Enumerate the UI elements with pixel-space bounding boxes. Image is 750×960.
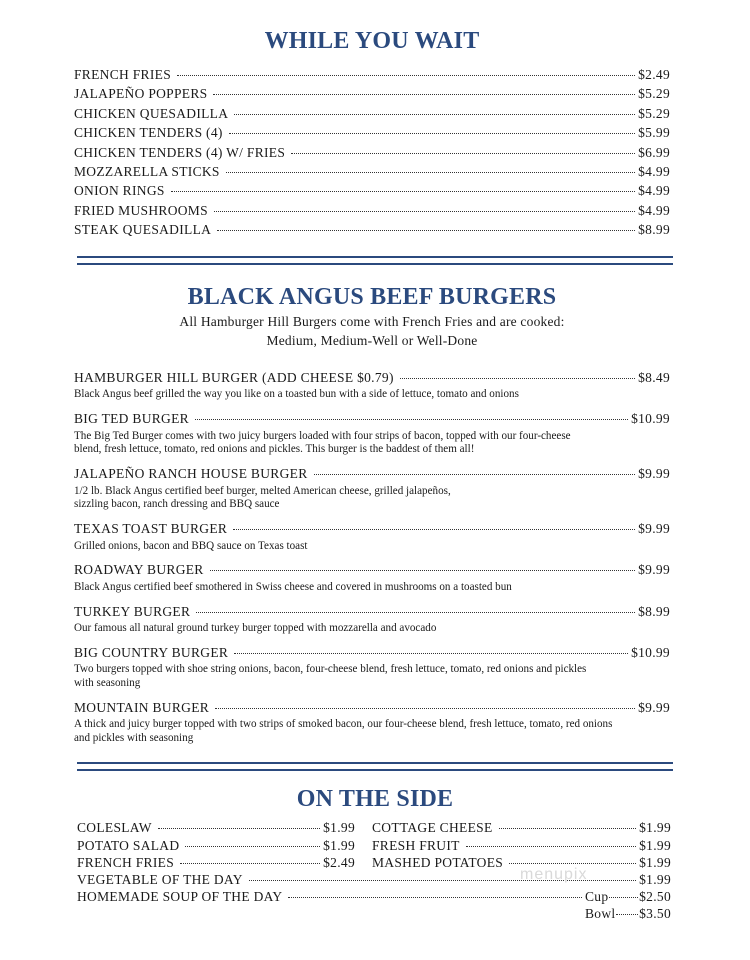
burger-description [74,388,670,402]
appetizer-name: CHICKEN TENDERS (4) W/ FRIES [74,144,286,160]
burger-description [74,581,670,595]
dot-leader [234,114,635,115]
appetizer-price: $4.99 [638,183,670,199]
dot-leader [185,846,320,847]
side-item-row [77,888,585,906]
while-you-wait-title: WHILE YOU WAIT [264,28,480,54]
appetizer-name: CHICKEN TENDERS (4) [74,125,223,141]
burger-item [74,602,670,636]
burger-name: TEXAS TOAST BURGER [74,521,228,537]
burger-name: MOUNTAIN BURGER [74,699,210,715]
dot-leader [509,863,636,864]
soup-bowl-label: Bowl [585,905,616,921]
appetizer-name: CHICKEN QUESADILLA [74,105,229,121]
burger-description-line: A thick and juicy burger topped with two strips of smoked bacon, our four-cheese blend, fresh lettuce, tomato, red onions [74,718,613,731]
burger-description-line: blend, fresh lettuce, tomato, red onions and pickles. This burger is the baddest of them all! [74,443,475,456]
burger-price: $8.99 [638,603,670,619]
dot-leader [196,612,635,613]
dot-leader [291,153,635,154]
side-item-name: COLESLAW [77,820,152,835]
appetizer-price: $6.99 [638,144,670,160]
burgers-section [74,284,670,753]
dot-leader [213,94,635,95]
menu-item-row [74,643,670,662]
side-item-name: FRESH FRUIT [372,837,460,853]
side-item-name: FRENCH FRIES [77,855,174,871]
burger-name: TURKEY BURGER [74,603,191,619]
appetizer-price: $5.99 [638,125,670,141]
appetizer-item [74,65,670,84]
dot-leader [400,378,635,379]
burger-item [74,643,670,691]
appetizer-item [74,162,670,181]
burger-item [74,464,670,512]
burgers-intro-line-1: All Hamburger Hill Burgers come with French Fries and are cooked: [179,314,565,329]
burger-price: $9.99 [638,699,670,715]
burgers-intro-line-2: Medium, Medium-Well or Well-Done [266,333,478,348]
burger-name: BIG COUNTRY BURGER [74,644,229,660]
sides-left-column [77,819,355,872]
burger-item [74,409,670,457]
burger-item [74,698,670,746]
appetizer-name: FRIED MUSHROOMS [74,202,208,218]
burger-description-line: and pickles with seasoning [74,732,194,745]
burger-description-line: Two burgers topped with shoe string onions, bacon, four-cheese blend, fresh lettuce, tomato, red onions and pickles [74,663,587,676]
section-divider [77,762,673,771]
dot-leader [314,474,636,475]
burger-description-line: sizzling bacon, ranch dressing and BBQ sauce [74,498,280,511]
burger-description [74,540,670,554]
burger-item [74,368,670,402]
dot-leader [180,863,320,864]
burger-description [74,485,670,513]
burger-description [74,430,670,458]
soup-bowl-price: $3.50 [639,905,671,921]
appetizer-name: JALAPEÑO POPPERS [74,86,208,102]
appetizer-price: $5.29 [638,86,670,102]
burger-name: HAMBURGER HILL BURGER (ADD CHEESE $0.79) [74,370,394,385]
burger-price: $8.49 [638,370,670,385]
burger-description-line: Grilled onions, bacon and BBQ sauce on Texas toast [74,539,308,552]
appetizer-price: $4.99 [638,202,670,218]
burger-description [74,718,670,746]
burger-item [74,560,670,594]
soup-cup-label: Cup [585,889,609,904]
dot-leader [234,653,628,654]
dot-leader [616,914,638,915]
appetizer-item [74,104,670,123]
watermark: menupix [520,866,588,883]
soup-bowl-row [585,906,671,922]
side-item-name: HOMEMADE SOUP OF THE DAY [77,889,283,904]
appetizer-item [74,84,670,103]
burger-description-line: Black Angus beef grilled the way you like on a toasted bun with a side of lettuce, tomato and onions [74,388,519,401]
burger-price: $10.99 [631,644,670,660]
side-item-price: $2.49 [323,855,355,871]
dot-leader [217,230,635,231]
dot-leader [609,897,638,898]
burger-name: BIG TED BURGER [74,411,189,427]
side-item-price: $1.99 [639,837,671,853]
menu-item-row [74,602,670,621]
burger-description-line: 1/2 lb. Black Angus certified beef burger, melted American cheese, grilled jalapeños, [74,484,451,497]
burgers-intro [74,312,670,350]
appetizer-item [74,220,670,239]
burger-price: $10.99 [631,411,670,427]
burger-description [74,622,670,636]
soup-prices [585,888,671,922]
appetizer-name: ONION RINGS [74,183,165,199]
appetizer-price: $2.49 [638,67,670,82]
dot-leader [288,897,582,898]
burger-description-line: with seasoning [74,677,141,690]
side-item-name: POTATO SALAD [77,837,180,853]
appetizer-item [74,181,670,200]
side-item-price: $1.99 [323,837,355,853]
side-item-name: COTTAGE CHEESE [372,820,493,835]
burgers-list [74,368,670,746]
dot-leader [214,211,635,212]
side-item-price: $1.99 [639,872,671,887]
dot-leader [233,529,635,530]
side-item-price: $1.99 [639,855,671,871]
dot-leader [177,75,635,76]
side-item [372,819,671,837]
side-item-price: $1.99 [639,820,671,835]
side-item-name: VEGETABLE OF THE DAY [77,872,243,887]
appetizer-name: FRENCH FRIES [74,67,171,82]
burger-price: $9.99 [638,466,670,482]
menu-item-row [74,560,670,579]
burger-description [74,663,670,691]
side-item [77,854,355,872]
side-item [77,888,585,906]
dot-leader [466,846,636,847]
side-item-name: MASHED POTATOES [372,855,504,871]
burger-description-line: Our famous all natural ground turkey burger topped with mozzarella and avocado [74,622,437,635]
soup-cup-price: $2.50 [639,889,671,904]
burger-description-line: The Big Ted Burger comes with two juicy burgers loaded with four strips of bacon, topped with our four-cheese [74,429,571,442]
soup-cup-row [585,888,671,906]
dot-leader [171,191,635,192]
dot-leader [195,419,628,420]
dot-leader [210,570,636,571]
burger-item [74,519,670,553]
menu-item-row [74,519,670,538]
burger-name: ROADWAY BURGER [74,562,204,578]
side-item-price: $1.99 [323,820,355,835]
burger-price: $9.99 [638,562,670,578]
burger-price: $9.99 [638,521,670,537]
dot-leader [226,172,635,173]
appetizer-price: $8.99 [638,222,670,238]
menu-item-row [74,698,670,717]
appetizer-item [74,143,670,162]
dot-leader [215,708,635,709]
dot-leader [158,828,320,829]
sides-title: ON THE SIDE [296,786,454,812]
side-item [77,819,355,837]
burger-description-line: Black Angus certified beef smothered in Swiss cheese and covered in mushrooms on a toasted bun [74,580,512,593]
menu-item-row [74,464,670,483]
menu-item-row [74,409,670,428]
while-you-wait-list [74,65,670,240]
dot-leader [499,828,637,829]
appetizer-name: STEAK QUESADILLA [74,222,212,238]
burger-name: JALAPEÑO RANCH HOUSE BURGER [74,466,308,482]
sides-right-column [372,819,671,872]
menu-item-row [74,368,670,387]
appetizer-item [74,123,670,142]
side-item [77,837,355,855]
appetizer-price: $5.29 [638,105,670,121]
while-you-wait-section [74,28,670,240]
section-divider [77,256,673,265]
burgers-title: BLACK ANGUS BEEF BURGERS [187,284,557,310]
dot-leader [229,133,635,134]
appetizer-name: MOZZARELLA STICKS [74,164,220,180]
side-item [372,837,671,855]
appetizer-item [74,201,670,220]
appetizer-price: $4.99 [638,164,670,180]
